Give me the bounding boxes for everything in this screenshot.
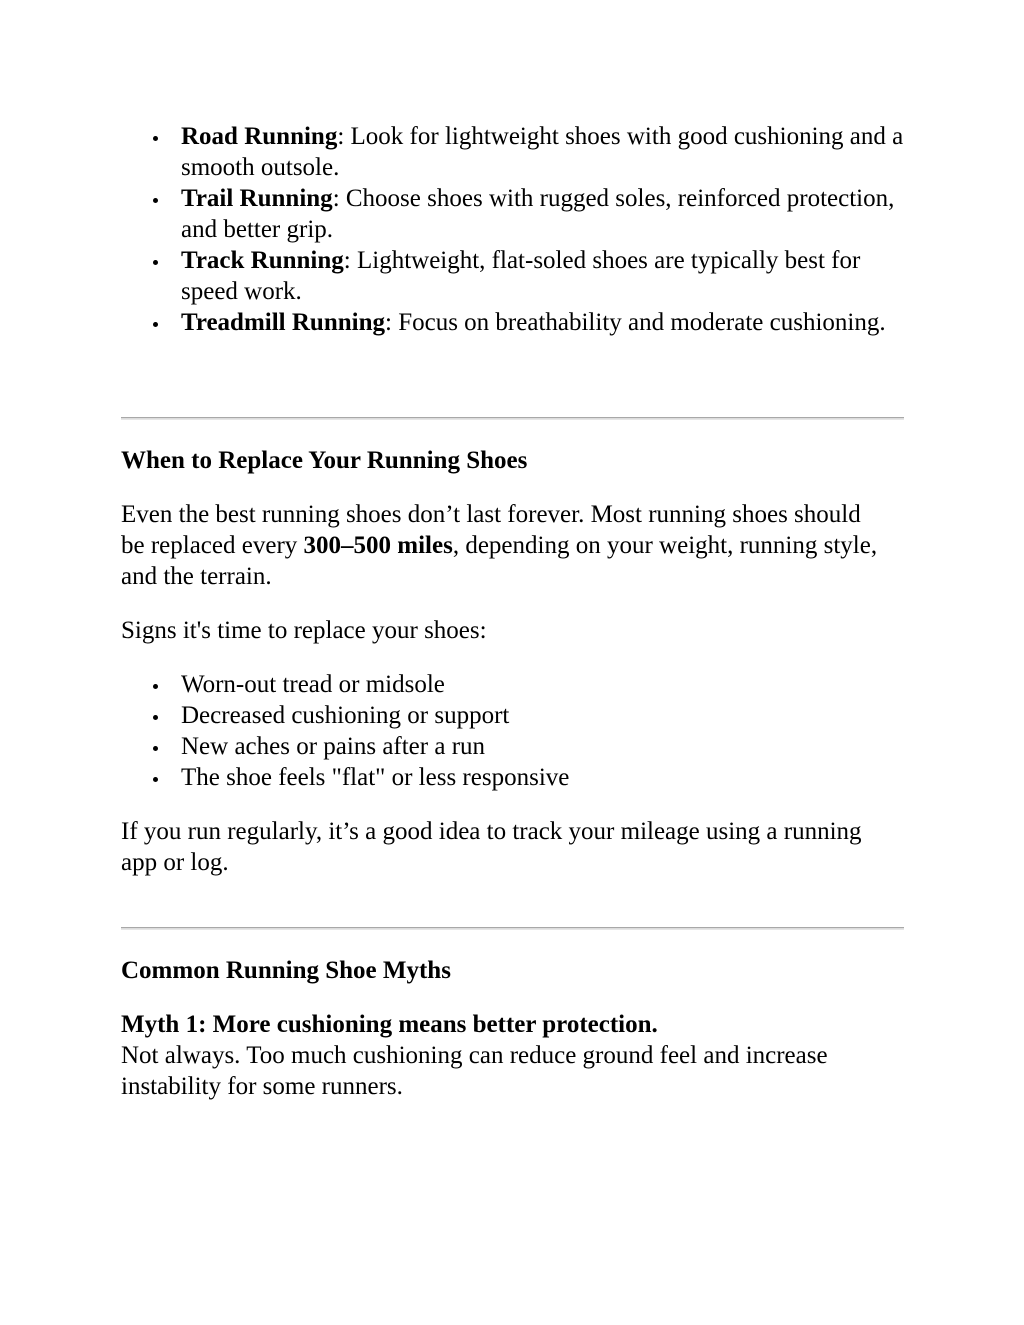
horizontal-rule <box>121 417 904 420</box>
list-item-desc: : Lightweight, flat-soled shoes are typically best for speed work. <box>181 247 861 305</box>
list-item: The shoe feels "flat" or less responsive <box>121 762 904 793</box>
list-item-desc: : Look for lightweight shoes with good cushioning and a smooth outsole. <box>181 123 904 181</box>
section-heading-myths: Common Running Shoe Myths <box>121 957 451 984</box>
myth-paragraph <box>121 1009 904 1102</box>
tracking-tip-paragraph: If you run regularly, it’s a good idea to track your mileage using a running app or log. <box>121 818 862 876</box>
myth-title: Myth 1: More cushioning means better protection. <box>121 1011 658 1038</box>
list-item-desc: : Focus on breathability and moderate cushioning. <box>385 309 886 336</box>
intro-text-after: , depending on your weight, running style, and the terrain. <box>121 532 878 590</box>
signs-intro-paragraph: Signs it's time to replace your shoes: <box>121 617 487 644</box>
mileage-range: 300–500 miles <box>303 532 453 559</box>
myth-body: Not always. Too much cushioning can reduce ground feel and increase instability for some runners. <box>121 1042 828 1100</box>
list-item: Decreased cushioning or support <box>121 700 904 731</box>
list-item: Worn-out tread or midsole <box>121 669 904 700</box>
list-item <box>121 121 904 183</box>
list-item <box>121 245 904 307</box>
list-item-term: Track Running <box>181 247 344 274</box>
list-item-term: Treadmill Running <box>181 309 385 336</box>
list-item: New aches or pains after a run <box>121 731 904 762</box>
replace-intro-paragraph <box>121 499 881 592</box>
list-item-desc: : Choose shoes with rugged soles, reinforced protection, and better grip. <box>181 185 895 243</box>
signs-list <box>121 669 904 793</box>
section-heading-replace: When to Replace Your Running Shoes <box>121 447 528 474</box>
list-item-term: Road Running <box>181 123 338 150</box>
list-item <box>121 183 904 245</box>
terrain-list <box>121 121 904 338</box>
list-item <box>121 307 904 338</box>
horizontal-rule <box>121 927 904 930</box>
intro-text-before: Even the best running shoes don’t last forever. Most running shoes should be replaced every <box>121 501 861 559</box>
list-item-term: Trail Running <box>181 185 333 212</box>
